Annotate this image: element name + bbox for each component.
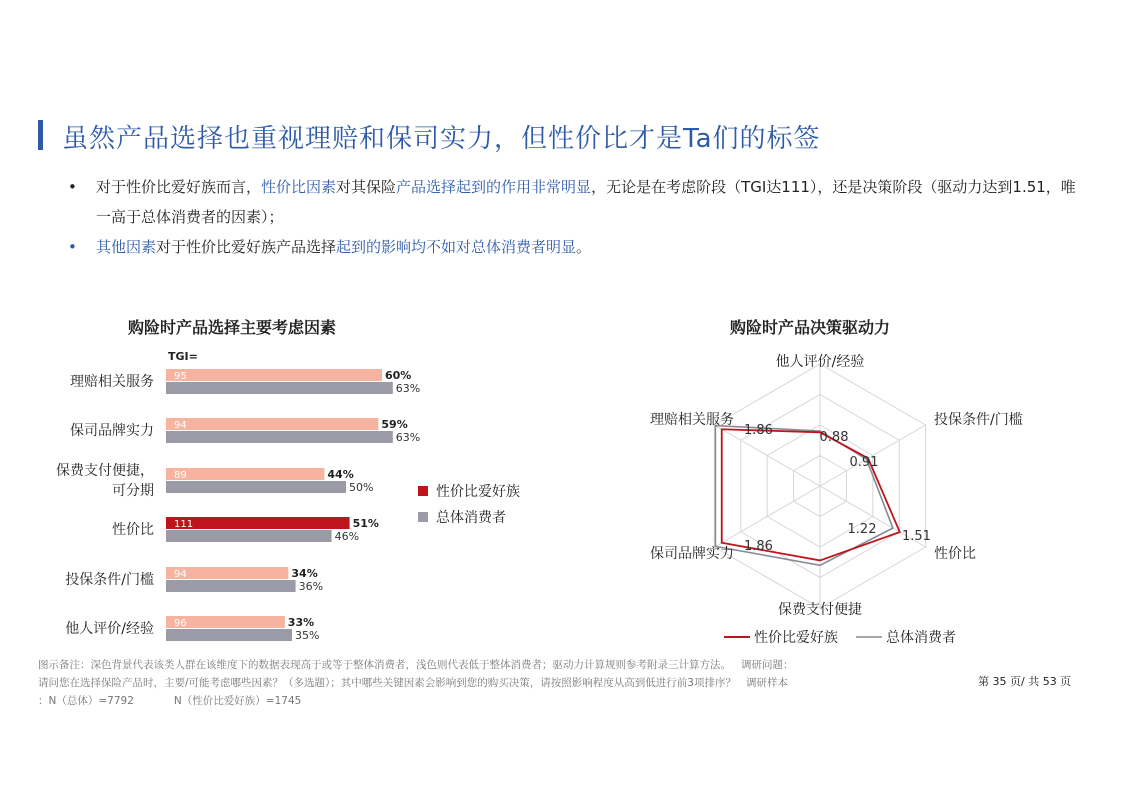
bullet-marker: •: [68, 238, 77, 256]
bar-category-label: 保费支付便捷，: [56, 463, 154, 479]
bar-group-1: [166, 418, 378, 430]
bar-value-label: 63%: [395, 382, 421, 395]
footnote: 图示备注：深色背景代表该类人群在该维度下的数据表现高于或等于整体消费者，浅色则代表低于整体消费者；驱动力计算规则参考附录三计算方法。 调研问题： 请问您在选择保险产品时，主要/可能考虑哪些因素？（多选题）；其中哪些关键因素会影响到您的购买决策，请按照影响程度从高到低进行前3项排序？ 调研样本 ：N（总体）=7792 N（性价比爱好族）=1745: [38, 659, 794, 707]
bar-category-label: 性价比: [112, 522, 154, 538]
radar-legend-label: 性价比爱好族: [754, 630, 838, 646]
radar-axis-label: 他人评价/经验: [775, 354, 865, 370]
radar-axis-label: 保费支付便捷: [778, 602, 862, 618]
bar-value-label: 46%: [334, 530, 360, 543]
tgi-value: 94: [174, 420, 187, 431]
bullet-text-part: ，无论是在考虑阶段（TGI达111），还是决策阶段（驱动力达到1.51，唯一高于总体消费者的因素）；: [96, 178, 1076, 226]
radar-axis-label: 投保条件/门槛: [934, 412, 1023, 428]
tgi-value: 89: [174, 470, 187, 481]
radar-value-label: 1.51: [902, 529, 931, 544]
bar-value-label: 33%: [287, 616, 315, 629]
bar-total-5: [166, 629, 292, 641]
bar-value-label: 51%: [352, 517, 379, 530]
bar-category-label: 保司品牌实力: [70, 423, 154, 439]
radar-chart-title: 购险时产品决策驱动力: [730, 318, 891, 337]
bar-value-label: 50%: [349, 481, 374, 494]
bar-total-2: [166, 481, 346, 493]
legend-label: 总体消费者: [436, 510, 506, 526]
bullet-text-part: 。: [576, 238, 592, 256]
tgi-value: 95: [174, 371, 187, 382]
bullet-text-part: 对于性价比爱好族而言，: [96, 178, 262, 196]
bullet-marker: •: [68, 178, 77, 196]
radar-value-label: 0.88: [819, 430, 849, 445]
radar-legend-label: 总体消费者: [886, 630, 956, 646]
bar-group-2: [166, 468, 324, 480]
radar-axis-label: 性价比: [934, 546, 976, 562]
bullet-text-highlight: 起到的影响均不如对总体消费者明显: [336, 238, 577, 256]
legend-swatch: [418, 486, 428, 496]
bar-value-label: 36%: [298, 580, 324, 593]
bullet-text-highlight: 其他因素: [96, 238, 157, 256]
radar-value-label: 1.86: [744, 539, 773, 554]
tgi-value: 111: [174, 519, 194, 530]
bar-total-1: [166, 431, 393, 443]
bar-category-label: 投保条件/门槛: [65, 572, 154, 588]
bar-value-label: 44%: [327, 468, 354, 481]
radar-axis-label: 保司品牌实力: [650, 546, 734, 562]
bullet-text-part: 对于性价比爱好族产品选择: [156, 238, 337, 256]
radar-value-label: 1.22: [847, 522, 877, 537]
bullet-text-highlight: 性价比因素: [261, 178, 337, 196]
bullet-text-highlight: 产品选择起到的作用非常明显: [396, 178, 592, 196]
bar-group-3: [166, 517, 350, 529]
bullet-text-part: 对其保险: [336, 178, 397, 196]
bar-category-label: 他人评价/经验: [65, 621, 154, 637]
legend-label: 性价比爱好族: [436, 484, 520, 500]
bar-category-label: 可分期: [112, 483, 154, 499]
tgi-value: 94: [174, 569, 187, 580]
tgi-label: TGI=: [168, 350, 198, 363]
bar-value-label: 59%: [381, 418, 408, 431]
bar-value-label: 35%: [295, 629, 320, 642]
bar-value-label: 34%: [291, 567, 318, 580]
radar-axis-label: 理赔相关服务: [650, 412, 734, 428]
bar-chart-title: 购险时产品选择主要考虑因素: [128, 318, 337, 337]
bar-category-label: 理赔相关服务: [70, 374, 154, 390]
radar-value-label: 0.91: [849, 455, 879, 470]
bar-value-label: 60%: [385, 369, 412, 382]
bar-group-0: [166, 369, 382, 381]
bar-value-label: 63%: [395, 431, 421, 444]
legend-swatch: [418, 512, 428, 522]
bar-total-4: [166, 580, 296, 592]
bar-total-0: [166, 382, 393, 394]
page-number: 第 35 页/ 共 53 页: [978, 675, 1072, 688]
page-title: 虽然产品选择也重视理赔和保司实力，但性价比才是Ta们的标签: [62, 124, 821, 154]
bar-total-3: [166, 530, 332, 542]
radar-value-label: 1.86: [744, 423, 773, 438]
tgi-value: 96: [174, 618, 187, 629]
